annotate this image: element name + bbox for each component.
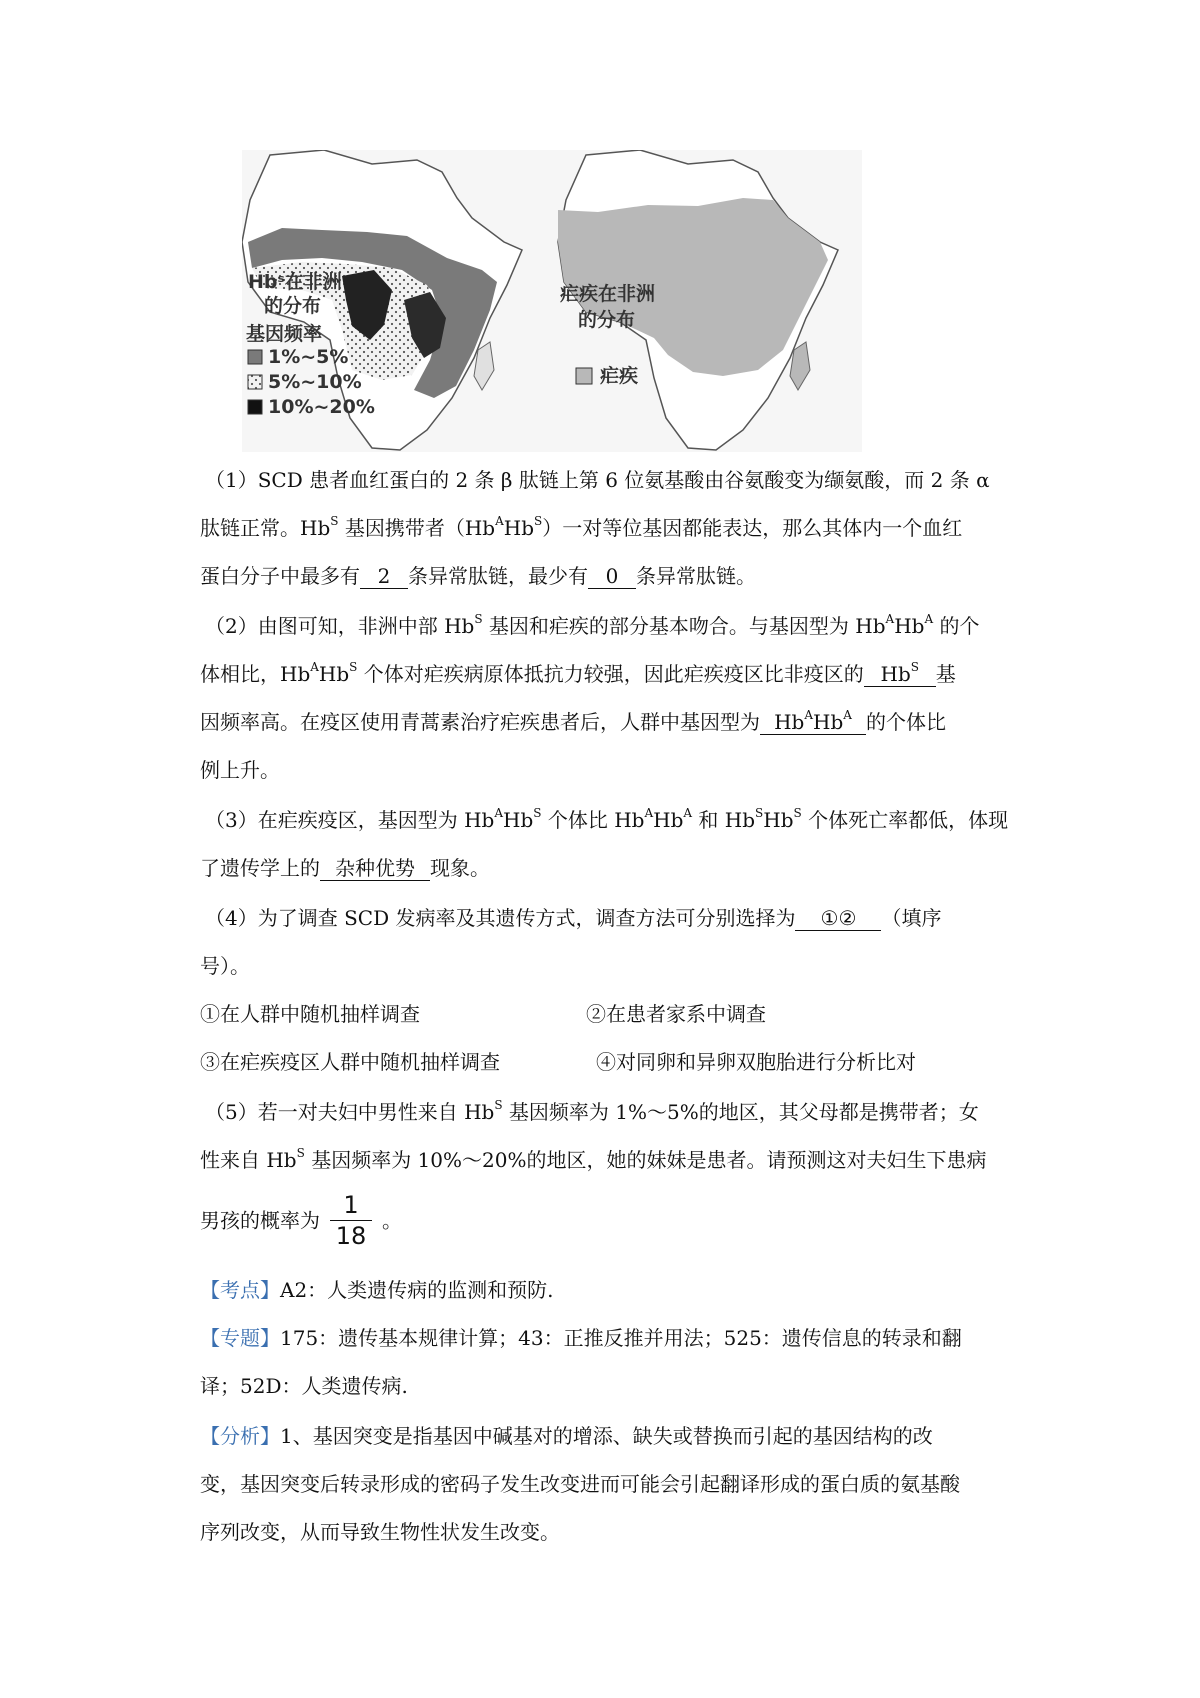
fenxi-line-1: 【分析】1、基因突变是指基因中碱基对的增添、缺失或替换而引起的基因结构的改 [200, 1424, 933, 1448]
left-map-title-2: 的分布 [264, 295, 322, 317]
zhuanti-tag: 【专题】 [200, 1326, 280, 1350]
maps-svg [242, 150, 862, 452]
answer-blank-gene: $Hb^S$ [864, 662, 936, 687]
answer-blank-methods: ①② [795, 906, 881, 931]
left-map-title-1: Hbˢ在非洲 [248, 271, 342, 293]
fraction-numerator: 1 [343, 1191, 359, 1219]
q3-line-1: （3）在疟疾疫区，基因型为 $Hb^AHb^S$ 个体比 $Hb^AHb^A$ 和 $Hb^SHb^S$ 个体死亡率都低，体现 [205, 806, 1009, 832]
q5-line-3: 男孩的概率为 $\frac{1}{18}$ 。 [200, 1191, 402, 1250]
answer-blank-max: 2 [360, 564, 408, 589]
legend-label-2: 5%~10% [268, 371, 362, 393]
legend-label-1: 1%~5% [268, 346, 349, 368]
legend-swatch-2 [248, 375, 262, 389]
zhuanti-line-1: 【专题】175：遗传基本规律计算；43：正推反推并用法；525：遗传信息的转录和翻 [200, 1326, 962, 1350]
answer-blank-min: 0 [588, 564, 636, 589]
kaodian-tag: 【考点】 [200, 1278, 280, 1302]
fenxi-line-3: 序列改变，从而导致生物性状发生改变。 [200, 1520, 560, 1544]
q2-line-3: 因频率高。在疫区使用青蒿素治疗疟疾患者后，人群中基因型为 $Hb^AHb^A$ 的个体比 [200, 708, 946, 734]
answer-blank-genotype: $Hb^AHb^A$ [760, 710, 866, 735]
legend-heading: 基因频率 [246, 323, 323, 345]
zhuanti-line-2: 译；52D：人类遗传病. [200, 1374, 408, 1398]
legend-label-3: 10%~20% [268, 396, 375, 418]
fraction-denominator: 18 [335, 1222, 367, 1250]
q4-option-2: ②在患者家系中调查 [586, 1002, 766, 1026]
q1-line-2: 肽链正常。$Hb^S$ 基因携带者$(Hb^AHb^S)$一对等位基因都能表达，那么其体内一个血红 [200, 514, 963, 540]
answer-blank-heterosis: 杂种优势 [320, 856, 430, 881]
africa-maps-figure [242, 150, 862, 452]
kaodian-line: 【考点】A2：人类遗传病的监测和预防. [200, 1278, 554, 1302]
q2-line-2: 体相比，$Hb^AHb^S$ 个体对疟疾病原体抵抗力较强，因此疟疾疫区比非疫区的 $Hb^S$ 基 [200, 660, 956, 686]
right-map-title-1: 疟疾在非洲 [560, 283, 656, 305]
answer-blank-probability [320, 1190, 382, 1251]
q1-line-1: （1）SCD 患者血红蛋白的 2 条 β 肽链上第 6 位氨基酸由谷氨酸变为缬氨酸，而 2 条 α [205, 468, 990, 492]
q4-option-3: ③在疟疾疫区人群中随机抽样调查 [200, 1050, 500, 1074]
right-map-title-2: 的分布 [578, 309, 636, 331]
q5-line-2: 性来自 $Hb^S$ 基因频率为 10%～20%的地区，她的妹妹是患者。请预测这对夫妇生下患病 [200, 1146, 987, 1172]
legend-swatch-malaria [576, 368, 592, 384]
q1-line-3: 蛋白分子中最多有 2 条异常肽链，最少有 0 条异常肽链。 [200, 564, 756, 588]
fenxi-tag: 【分析】 [200, 1424, 280, 1448]
legend-swatch-1 [248, 350, 262, 364]
fenxi-line-2: 变，基因突变后转录形成的密码子发生改变进而可能会引起翻译形成的蛋白质的氨基酸 [200, 1472, 960, 1496]
q4-line-2: 号）。 [200, 954, 250, 978]
q5-line-1: （5）若一对夫妇中男性来自 $Hb^S$ 基因频率为 1%～5%的地区，其父母都是携带者；女 [205, 1098, 979, 1124]
q2-line-1: （2）由图可知，非洲中部 $Hb^S$ 基因和疟疾的部分基本吻合。与基因型为 $Hb^AHb^A$ 的个 [205, 612, 980, 638]
q2-line-4: 例上升。 [200, 758, 280, 782]
q3-line-2: 了遗传学上的 杂种优势 现象。 [200, 856, 490, 880]
legend-label-malaria: 疟疾 [600, 365, 639, 387]
q4-option-4: ④对同卵和异卵双胞胎进行分析比对 [596, 1050, 916, 1074]
q4-option-1: ①在人群中随机抽样调查 [200, 1002, 420, 1026]
probability-fraction [330, 1190, 372, 1251]
q4-line-1: （4）为了调查 SCD 发病率及其遗传方式，调查方法可分别选择为 ①② （填序 [205, 906, 942, 930]
legend-swatch-3 [248, 400, 262, 414]
